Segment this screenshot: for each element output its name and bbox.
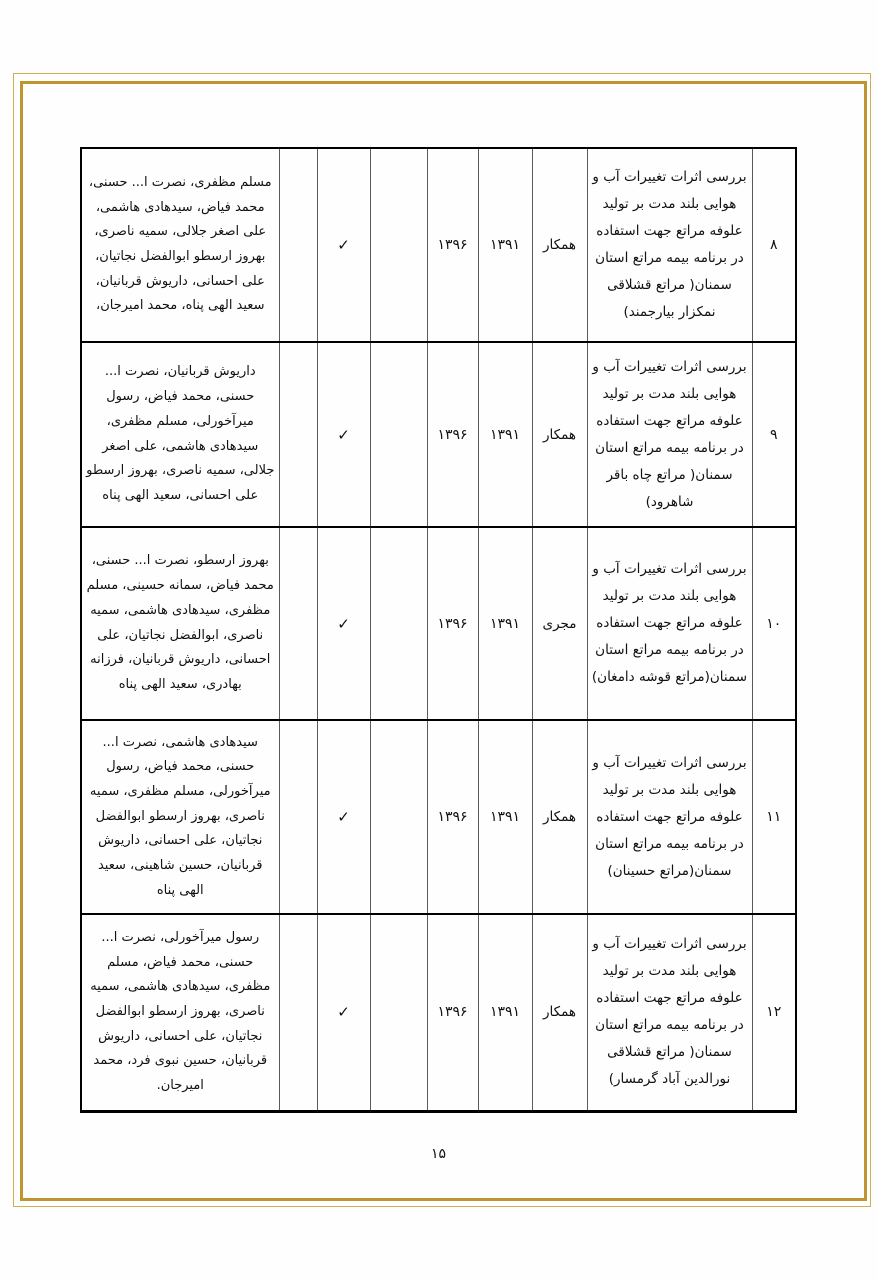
checkmark-cell: ✓ (317, 914, 370, 1111)
project-title-cell: بررسی اثرات تغییرات آب و هوایی بلند مدت بر تولید علوفه مراتع جهت استفاده در برنامه بیمه مراتع استان سمنان( مراتع قشلاقی نمکزار بیارجمند) (587, 148, 752, 342)
table-row (81, 720, 796, 914)
project-title-cell: بررسی اثرات تغییرات آب و هوایی بلند مدت بر تولید علوفه مراتع جهت استفاده در برنامه بیمه مراتع استان سمنان(مراتع قوشه دامغان) (587, 527, 752, 720)
checkmark-cell: ✓ (317, 527, 370, 720)
table-row (81, 342, 796, 527)
blank-cell (279, 527, 317, 720)
end-year-cell: ۱۳۹۶ (427, 342, 478, 527)
checkmark-cell: ✓ (317, 720, 370, 914)
row-number-cell: ۹ (752, 342, 796, 527)
names-cell: سیدهادی هاشمی، نصرت ا... حسنی، محمد فیاض، رسول میرآخورلی، مسلم مظفری، سمیه ناصری، بهروز ارسطو ابوالفضل نجاتیان، علی احسانی، داریوش قربانیان، حسین شاهینی، سعید الهی پناه (81, 720, 279, 914)
checkmark-cell: ✓ (317, 148, 370, 342)
blank-cell (370, 914, 427, 1111)
role-cell: همکار (532, 148, 587, 342)
role-cell: همکار (532, 720, 587, 914)
end-year-cell: ۱۳۹۶ (427, 527, 478, 720)
role-cell: مجری (532, 527, 587, 720)
table-row (81, 914, 796, 1111)
table-row (81, 527, 796, 720)
page-number: ۱۵ (430, 1146, 447, 1162)
project-title-cell: بررسی اثرات تغییرات آب و هوایی بلند مدت بر تولید علوفه مراتع جهت استفاده در برنامه بیمه مراتع استان سمنان(مراتع حسینان) (587, 720, 752, 914)
end-year-cell: ۱۳۹۶ (427, 720, 478, 914)
table-row (81, 148, 796, 342)
start-year-cell: ۱۳۹۱ (478, 720, 532, 914)
start-year-cell: ۱۳۹۱ (478, 342, 532, 527)
end-year-cell: ۱۳۹۶ (427, 914, 478, 1111)
end-year-cell: ۱۳۹۶ (427, 148, 478, 342)
start-year-cell: ۱۳۹۱ (478, 914, 532, 1111)
blank-cell (370, 720, 427, 914)
blank-cell (370, 148, 427, 342)
blank-cell (279, 148, 317, 342)
row-number-cell: ۸ (752, 148, 796, 342)
checkmark-cell: ✓ (317, 342, 370, 527)
blank-cell (279, 914, 317, 1111)
row-number-cell: ۱۱ (752, 720, 796, 914)
role-cell: همکار (532, 914, 587, 1111)
blank-cell (370, 342, 427, 527)
row-number-cell: ۱۲ (752, 914, 796, 1111)
projects-table (80, 147, 797, 1113)
names-cell: مسلم مظفری، نصرت ا... حسنی، محمد فیاض، سیدهادی هاشمی، علی اصغر جلالی، سمیه ناصری، بهروز ارسطو ابوالفضل نجاتیان، علی احسانی، داریوش قربانیان، سعید الهی پناه، محمد امیرجان، (81, 148, 279, 342)
row-number-cell: ۱۰ (752, 527, 796, 720)
project-title-cell: بررسی اثرات تغییرات آب و هوایی بلند مدت بر تولید علوفه مراتع جهت استفاده در برنامه بیمه مراتع استان سمنان( مراتع چاه باقر شاهرود) (587, 342, 752, 527)
names-cell: رسول میرآخورلی، نصرت ا... حسنی، محمد فیاض، مسلم مظفری، سیدهادی هاشمی، سمیه ناصری، بهروز ارسطو ابوالفضل نجاتیان، علی احسانی، داریوش قربانیان، حسین نبوی فرد، محمد امیرجان. (81, 914, 279, 1111)
names-cell: بهروز ارسطو، نصرت ا... حسنی، محمد فیاض، سمانه حسینی، مسلم مظفری، سیدهادی هاشمی، سمیه ناصری، ابوالفضل نجاتیان، علی احسانی، داریوش قربانیان، فرزانه بهادری، سعید الهی پناه (81, 527, 279, 720)
start-year-cell: ۱۳۹۱ (478, 527, 532, 720)
start-year-cell: ۱۳۹۱ (478, 148, 532, 342)
blank-cell (370, 527, 427, 720)
role-cell: همکار (532, 342, 587, 527)
project-title-cell: بررسی اثرات تغییرات آب و هوایی بلند مدت بر تولید علوفه مراتع جهت استفاده در برنامه بیمه مراتع استان سمنان( مراتع قشلاقی نورالدین آباد گرمسار) (587, 914, 752, 1111)
names-cell: داریوش قربانیان، نصرت ا... حسنی، محمد فیاض، رسول میرآخورلی، مسلم مظفری، سیدهادی هاشمی، علی اصغر جلالی، سمیه ناصری، بهروز ارسطو علی احسانی، سعید الهی پناه (81, 342, 279, 527)
blank-cell (279, 342, 317, 527)
blank-cell (279, 720, 317, 914)
